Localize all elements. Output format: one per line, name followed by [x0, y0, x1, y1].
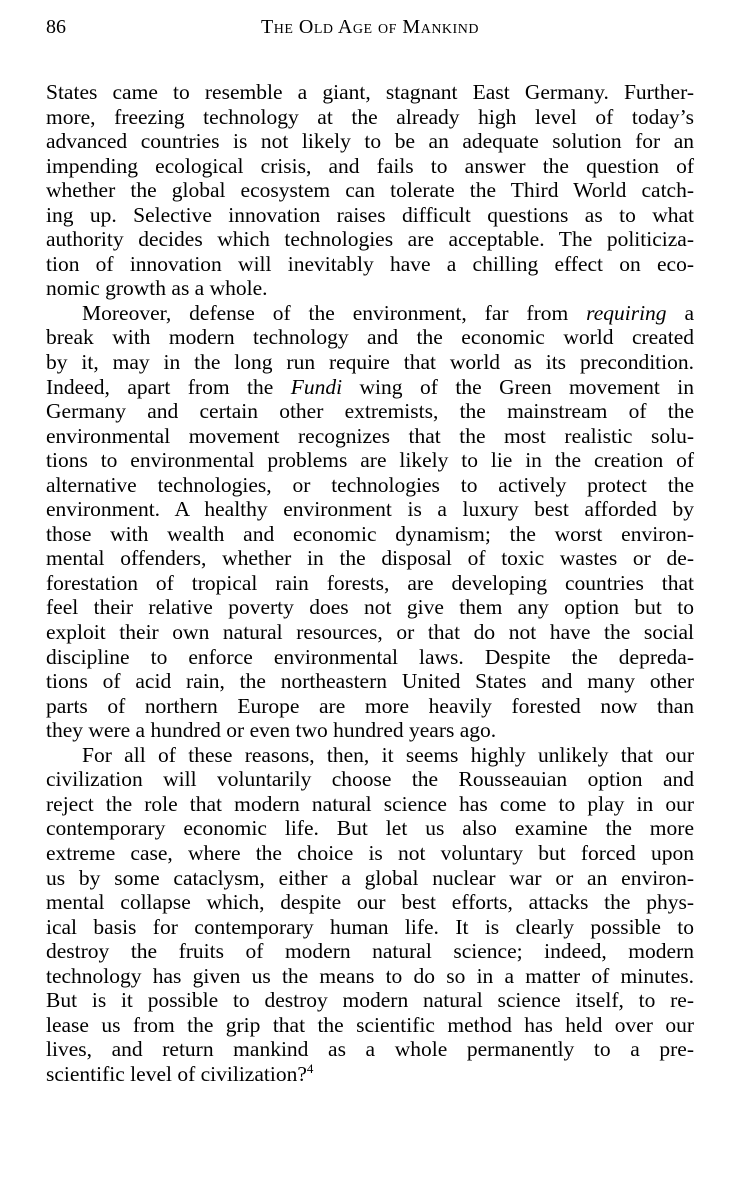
- text-line: contemporary economic life. But let us also examine the more: [46, 816, 694, 841]
- text-line: they were a hundred or even two hundred years ago.: [46, 718, 497, 743]
- text-line: discipline to enforce environmental laws. Despite the depreda-: [46, 644, 694, 669]
- body-text: [46, 80, 694, 1086]
- text-line: exploit their own natural resources, or that do not have the social: [46, 620, 694, 645]
- emphasis: Fundi: [290, 374, 343, 399]
- text-line: nomic growth as a whole.: [46, 276, 268, 301]
- text-line: forestation of tropical rain forests, are developing countries that: [46, 570, 694, 595]
- text-line: by it, may in the long run require that world as its precondition.: [46, 350, 694, 375]
- text-line: States came to resemble a giant, stagnant East Germany. Further-: [46, 80, 694, 104]
- text-line: authority decides which technologies are acceptable. The politiciza-: [46, 227, 694, 252]
- text-line: us by some cataclysm, either a global nuclear war or an environ-: [46, 865, 694, 890]
- text-line: extreme case, where the choice is not voluntary but forced upon: [46, 840, 694, 865]
- text-line: those with wealth and economic dynamism; the worst environ-: [46, 521, 694, 546]
- text-line: parts of northern Europe are more heavily forested now than: [46, 693, 694, 718]
- text-line: civilization will voluntarily choose the Rousseauian option and: [46, 767, 694, 792]
- text-line: whether the global ecosystem can tolerate the Third World catch-: [46, 178, 694, 203]
- text-line: environment. A healthy environment is a luxury best afforded by: [46, 497, 694, 522]
- text-line: impending ecological crisis, and fails to answer the question of: [46, 153, 694, 178]
- text-line: environmental movement recognizes that the most realistic solu-: [46, 423, 694, 448]
- text-line: mental offenders, whether in the disposal of toxic wastes or de-: [46, 546, 694, 571]
- running-head: [46, 10, 694, 44]
- text-line: advanced countries is not likely to be an adequate solution for an: [46, 129, 694, 154]
- text-line: Indeed, apart from the Fundi wing of the Green movement in: [46, 374, 694, 399]
- text-line: destroy the fruits of modern natural science; indeed, modern: [46, 939, 694, 964]
- text-line: technology has given us the means to do so in a matter of minutes.: [46, 963, 694, 988]
- text-line: tions of acid rain, the northeastern United States and many other: [46, 669, 694, 694]
- text-line: more, freezing technology at the already high level of today’s: [46, 104, 694, 129]
- text-line: tion of innovation will inevitably have a chilling effect on eco-: [46, 251, 694, 276]
- text-line: alternative technologies, or technologies to actively protect the: [46, 472, 694, 497]
- text-line: break with modern technology and the economic world created: [46, 325, 694, 350]
- text-line: feel their relative poverty does not give them any option but to: [46, 595, 694, 620]
- text-line: Moreover, defense of the environment, far from requiring a: [82, 300, 695, 325]
- text-line: But is it possible to destroy modern natural science itself, to re-: [46, 988, 694, 1013]
- text-line: ical basis for contemporary human life. It is clearly possible to: [46, 914, 694, 939]
- text-line-with-footnote: [46, 1062, 694, 1087]
- text-line: ing up. Selective innovation raises difficult questions as to what: [46, 202, 694, 227]
- text-line: scientific level of civilization?: [46, 1061, 307, 1086]
- text-line: lives, and return mankind as a whole permanently to a pre-: [46, 1037, 694, 1062]
- text-line: tions to environmental problems are likely to lie in the creation of: [46, 448, 694, 473]
- text-line: reject the role that modern natural science has come to play in our: [46, 791, 694, 816]
- text-line: lease us from the grip that the scientific method has held over our: [46, 1012, 694, 1037]
- emphasis: requiring: [586, 300, 667, 325]
- page-number: 86: [46, 16, 66, 38]
- text-line: For all of these reasons, then, it seems highly unlikely that our: [82, 742, 694, 767]
- footnote-ref[interactable]: 4: [306, 1060, 314, 1076]
- running-title: The Old Age of Mankind: [261, 16, 479, 38]
- text-line: Germany and certain other extremists, the mainstream of the: [46, 399, 694, 424]
- text-line: mental collapse which, despite our best efforts, attacks the phys-: [46, 890, 694, 915]
